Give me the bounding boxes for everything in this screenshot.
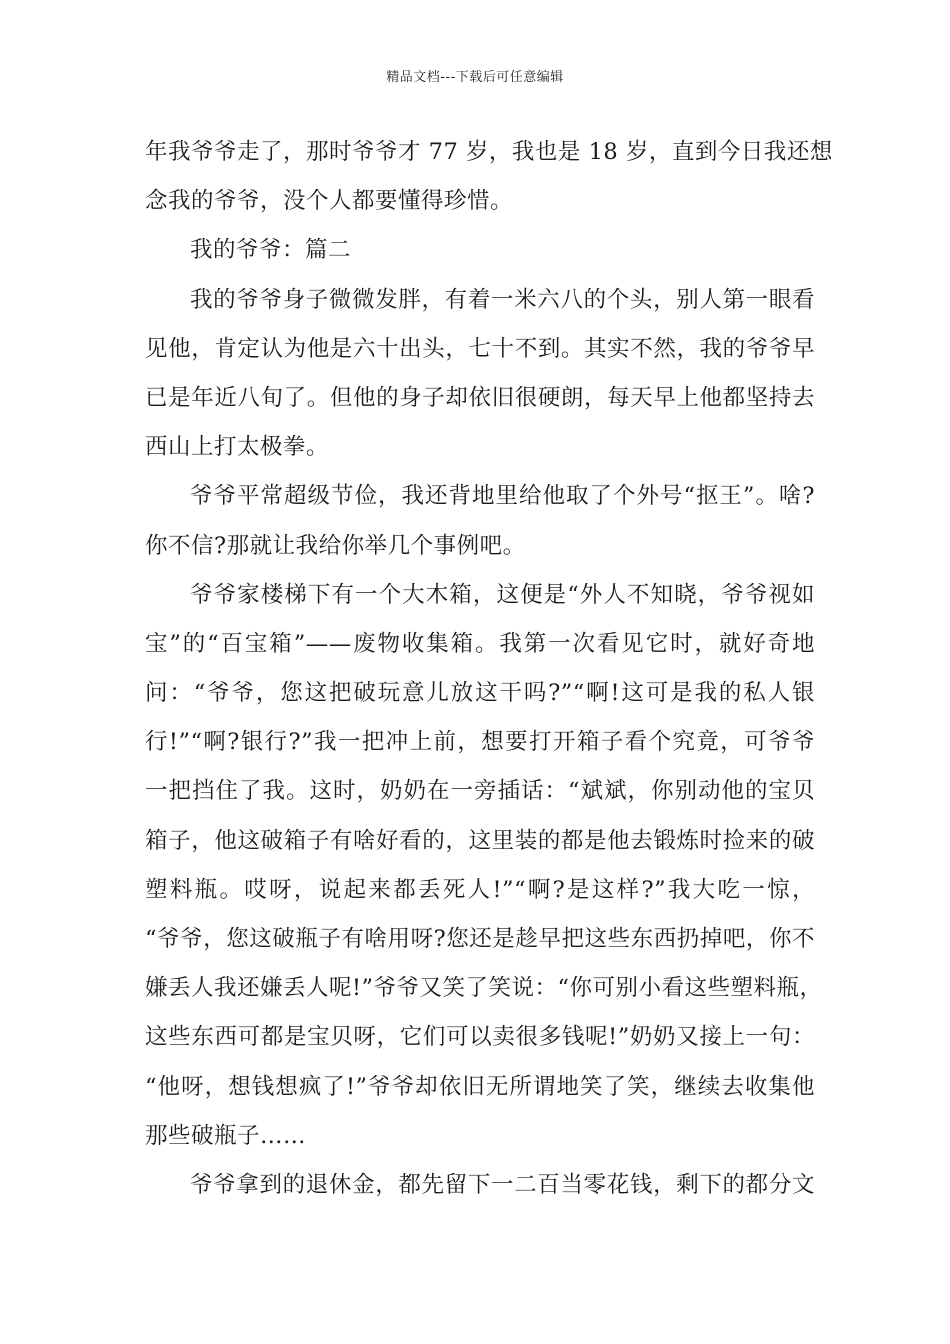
text-line: 塑料瓶。哎呀，说起来都丢死人!”“啊?是这样?”我大吃一惊， [145, 876, 815, 903]
section-heading: 我的爷爷：篇二 [190, 237, 352, 264]
text-line: 西山上打太极拳。 [145, 434, 330, 461]
text-line: 见他，肯定认为他是六十出头，七十不到。其实不然，我的爷爷早 [145, 335, 815, 362]
text-line: “爷爷，您这破瓶子有啥用呀?您还是趁早把这些东西扔掉吧，你不 [145, 926, 815, 952]
text-line: 问：“爷爷，您这把破玩意儿放这干吗?”“啊!这可是我的私人银 [145, 680, 815, 707]
text-line: 你不信?那就让我给你举几个事例吧。 [145, 532, 526, 559]
text-line: 这些东西可都是宝贝呀，它们可以卖很多钱呢!”奶奶又接上一句： [145, 1024, 815, 1051]
text-line: 行!”“啊?银行?”我一把冲上前，想要打开箱子看个究竟，可爷爷 [145, 729, 815, 756]
text-line: 宝”的“百宝箱”——废物收集箱。我第一次看见它时，就好奇地 [145, 630, 815, 657]
page-header: 精品文档---下载后可任意编辑 [386, 70, 564, 85]
text-line: 嫌丢人我还嫌丢人呢!”爷爷又笑了笑说：“你可别小看这些塑料瓶， [145, 975, 823, 1002]
text-line: 我的爷爷身子微微发胖，有着一米六八的个头，别人第一眼看 [190, 286, 815, 313]
text-line: 爷爷拿到的退休金，都先留下一二百当零花钱，剩下的都分文 [190, 1171, 815, 1198]
text-line: 已是年近八旬了。但他的身子却依旧很硬朗，每天早上他都坚持去 [145, 384, 815, 411]
text-line: 爷爷家楼梯下有一个大木箱，这便是“外人不知晓，爷爷视如 [190, 581, 815, 608]
text-line: 一把挡住了我。这时，奶奶在一旁插话：“斌斌，你别动他的宝贝 [145, 778, 815, 805]
text-line: 爷爷平常超级节俭，我还背地里给他取了个外号“抠王”。啥? [190, 483, 815, 510]
text-line: “他呀，想钱想疯了!”爷爷却依旧无所谓地笑了笑，继续去收集他 [145, 1073, 815, 1100]
text-line: 念我的爷爷，没个人都要懂得珍惜。 [145, 188, 514, 215]
body-text [145, 128, 833, 1210]
text-line: 年我爷爷走了，那时爷爷才 77 岁，我也是 18 岁，直到今日我还想 [145, 139, 833, 165]
text-line: 箱子，他这破箱子有啥好看的，这里装的都是他去锻炼时捡来的破 [145, 827, 815, 854]
text-line: 那些破瓶子…… [145, 1122, 307, 1149]
